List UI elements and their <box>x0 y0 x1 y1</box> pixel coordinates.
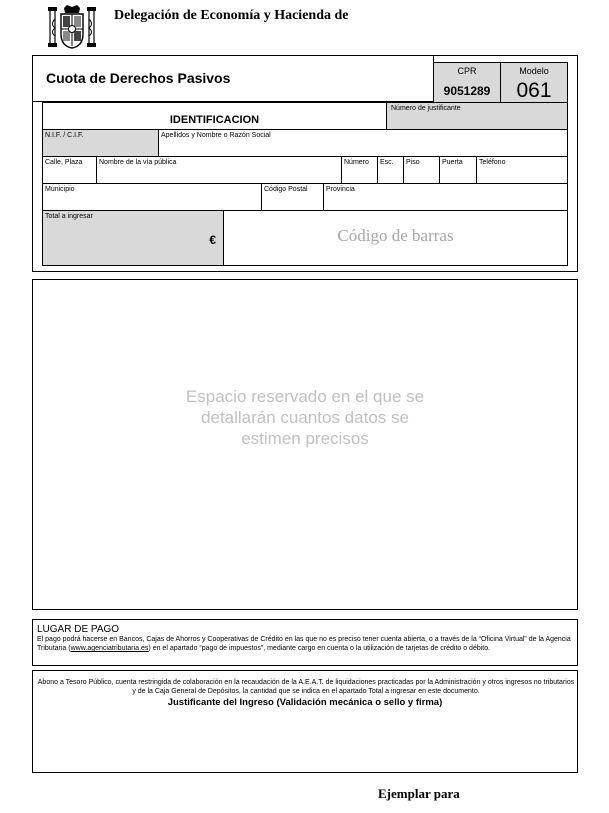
payment-place-box <box>32 619 578 666</box>
esc-field[interactable] <box>377 156 404 184</box>
calle-label: Calle, Plaza <box>45 159 83 166</box>
identificacion-cell <box>42 102 387 130</box>
total-field[interactable] <box>42 210 224 266</box>
office-title: Delegación de Economía y Hacienda de <box>114 8 349 23</box>
esc-label: Esc. <box>380 159 394 166</box>
form-title-cell <box>32 55 434 102</box>
barcode-placeholder: Código de barras <box>337 226 454 245</box>
cpr-value: 9051289 <box>443 84 491 98</box>
nombre-via-label: Nombre de la vía pública <box>99 159 177 166</box>
section-title: IDENTIFICACION <box>169 114 260 126</box>
details-placeholder: Espacio reservado en el que se detallarán cuantos datos se estimen precisos <box>185 387 425 448</box>
payment-text-after: ) en el apartado “pago de impuestos”, mediante cargo en cuenta o la utilización de tarjetas de crédito o débito. <box>148 645 491 652</box>
numero-justificante-field[interactable] <box>386 102 568 130</box>
cpr-label: CPR <box>457 66 477 76</box>
nif-label: N.I.F. / C.I.F. <box>45 132 84 139</box>
puerta-label: Puerta <box>442 159 463 166</box>
codigo-postal-label: Código Postal <box>264 186 308 193</box>
provincia-label: Provincia <box>326 186 355 193</box>
identification-form <box>32 55 578 272</box>
euro-icon: € <box>209 233 216 247</box>
codigo-postal-field[interactable] <box>261 183 324 211</box>
calle-field[interactable] <box>42 156 97 184</box>
numero-field[interactable] <box>341 156 378 184</box>
abono-text: Abono a Tesoro Público, cuenta restringida de colaboración en la recaudación de la A.E.A.T. de liquidaciones practicadas por la Administración y otros ingresos no tributarios y de la Caja General de Depósitos, la cantidad que se indica en el apartado Total a ingresar en este documento. <box>37 679 575 695</box>
telefono-label: Teléfono <box>479 159 506 166</box>
nombre-via-field[interactable] <box>96 156 342 184</box>
modelo-label: Modelo <box>519 66 549 76</box>
puerta-field[interactable] <box>439 156 477 184</box>
receipt-title: Justificante del Ingreso (Validación mecánica o sello y firma) <box>167 697 443 708</box>
total-label: Total a ingresar <box>45 213 93 220</box>
numero-label: Número <box>344 159 369 166</box>
telefono-field[interactable] <box>476 156 568 184</box>
receipt-box <box>32 670 578 773</box>
piso-field[interactable] <box>403 156 440 184</box>
payment-title: LUGAR DE PAGO <box>37 624 120 635</box>
modelo-box <box>500 62 568 104</box>
spain-coat-of-arms-icon <box>46 4 98 50</box>
apellidos-label: Apellidos y Nombre o Razón Social <box>161 132 271 139</box>
provincia-field[interactable] <box>323 183 568 211</box>
barcode-area <box>223 210 568 266</box>
numero-justificante-label: Número de justificante <box>391 105 461 112</box>
copy-label: Ejemplar para <box>378 786 460 801</box>
municipio-field[interactable] <box>42 183 262 211</box>
piso-label: Piso <box>406 159 420 166</box>
details-area <box>32 279 578 610</box>
payment-text-before: El pago podrá hacerse en Bancos, Cajas de Ahorros y Cooperativas de Crédito en las que no es preciso tener cuenta abierta, o a través de la “Oficina Virtual” de la Agencia Tributaria ( <box>37 636 571 652</box>
apellidos-field[interactable] <box>158 129 568 157</box>
form-title: Cuota de Derechos Pasivos <box>46 70 231 86</box>
cpr-box <box>433 62 501 104</box>
municipio-label: Municipio <box>45 186 75 193</box>
payment-text <box>37 635 575 653</box>
agencia-tributaria-link[interactable]: www.agenciatributaria.es <box>70 645 149 652</box>
modelo-value: 061 <box>516 79 552 102</box>
nif-field[interactable] <box>42 129 159 157</box>
